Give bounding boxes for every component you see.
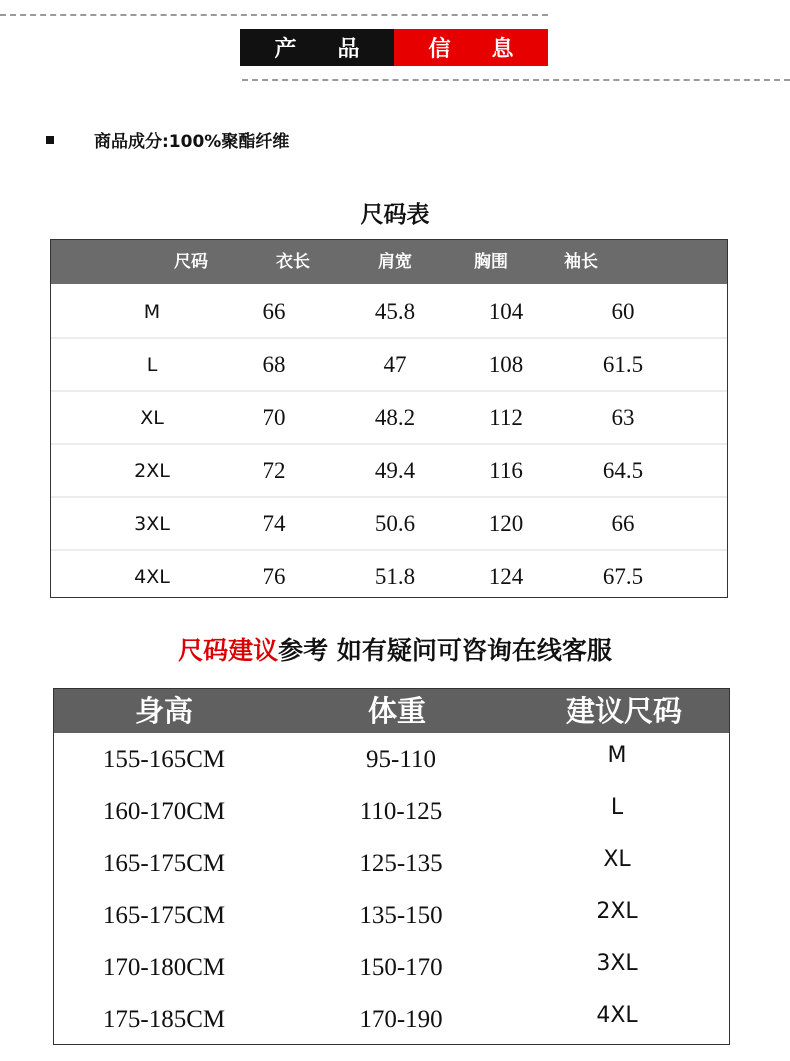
shoulder-cell: 48.2 (374, 405, 416, 430)
header-cell: 建议尺码 (565, 694, 683, 728)
size-cell: 3XL (134, 513, 170, 535)
banner-char: 息 (491, 37, 514, 62)
sleeve-cell: 60 (611, 299, 635, 324)
height-cell: 175-185CM (102, 1006, 226, 1033)
height-cell: 160-170CM (102, 798, 226, 825)
length-cell: 76 (262, 564, 286, 589)
weight-cell: 135-150 (359, 902, 443, 929)
sleeve-cell: 64.5 (602, 458, 644, 483)
length-cell: 70 (262, 405, 286, 430)
header-cell: 胸围 (474, 252, 508, 272)
header-cell: 尺码 (174, 252, 208, 272)
size-advice-highlight: 尺码建议 (178, 636, 279, 665)
table-row (51, 549, 727, 602)
size-advice-line (0, 631, 790, 667)
length-cell: 74 (262, 511, 286, 536)
table-row (51, 337, 727, 392)
shoulder-cell: 50.6 (374, 511, 416, 536)
chest-cell: 108 (488, 352, 524, 377)
size-chart-title: 尺码表 (360, 202, 430, 228)
shoulder-cell: 47 (383, 352, 407, 377)
size-cell: M (607, 743, 627, 768)
header-cell: 肩宽 (378, 252, 412, 272)
size-cell: 4XL (596, 1003, 638, 1028)
height-cell: 165-175CM (102, 902, 226, 929)
composition-text: 商品成分:100%聚酯纤维 (94, 132, 290, 152)
table-row (54, 941, 729, 993)
chest-cell: 104 (488, 299, 524, 324)
chest-cell: 116 (489, 458, 523, 483)
sleeve-cell: 63 (611, 405, 635, 430)
weight-cell: 110-125 (359, 798, 443, 825)
table-row (54, 837, 729, 889)
size-cell: XL (140, 407, 164, 429)
table-row (51, 284, 727, 339)
weight-cell: 125-135 (359, 850, 443, 877)
size-cell: 3XL (596, 951, 638, 976)
size-chart-table (50, 239, 728, 598)
size-chart-header (51, 240, 727, 284)
banner-left (240, 29, 394, 66)
shoulder-cell: 45.8 (374, 299, 416, 324)
chest-cell: 112 (489, 405, 523, 430)
length-cell: 72 (262, 458, 286, 483)
dashed-divider-top (0, 14, 548, 16)
weight-cell: 150-170 (359, 954, 443, 981)
chest-cell: 124 (488, 564, 524, 589)
square-bullet-icon (46, 136, 54, 144)
size-cell: L (146, 354, 158, 376)
table-row (51, 496, 727, 551)
height-cell: 170-180CM (102, 954, 226, 981)
sleeve-cell: 66 (611, 511, 635, 536)
banner-char: 产 (274, 37, 297, 62)
header-cell: 身高 (134, 694, 194, 728)
shoulder-cell: 49.4 (374, 458, 416, 483)
header-cell: 体重 (367, 694, 427, 728)
chest-cell: 120 (488, 511, 524, 536)
table-row (54, 993, 729, 1045)
size-cell: 2XL (134, 460, 170, 482)
size-cell: 2XL (596, 899, 638, 924)
length-cell: 68 (262, 352, 286, 377)
size-cell: XL (603, 847, 631, 872)
size-cell: 4XL (134, 566, 170, 588)
table-row (54, 733, 729, 785)
length-cell: 66 (262, 299, 286, 324)
banner-char: 品 (337, 37, 360, 62)
recommendation-header (54, 689, 729, 733)
shoulder-cell: 51.8 (374, 564, 416, 589)
banner-right (394, 29, 548, 66)
size-cell: L (610, 795, 624, 820)
weight-cell: 170-190 (359, 1006, 443, 1033)
banner-char: 信 (428, 37, 451, 62)
height-cell: 165-175CM (102, 850, 226, 877)
size-recommendation-table (53, 688, 730, 1045)
header-cell: 袖长 (564, 252, 598, 272)
size-advice-text: 参考 如有疑问可咨询在线客服 (278, 636, 612, 665)
table-row (54, 785, 729, 837)
table-row (54, 889, 729, 941)
composition-line (46, 127, 289, 152)
weight-cell: 95-110 (366, 746, 436, 773)
dashed-divider-bottom (242, 79, 790, 81)
product-info-banner (240, 29, 548, 66)
sleeve-cell: 61.5 (602, 352, 644, 377)
size-cell: M (143, 301, 161, 323)
table-row (51, 390, 727, 445)
sleeve-cell: 67.5 (602, 564, 644, 589)
header-cell: 衣长 (276, 252, 310, 272)
height-cell: 155-165CM (102, 746, 226, 773)
table-row (51, 443, 727, 498)
